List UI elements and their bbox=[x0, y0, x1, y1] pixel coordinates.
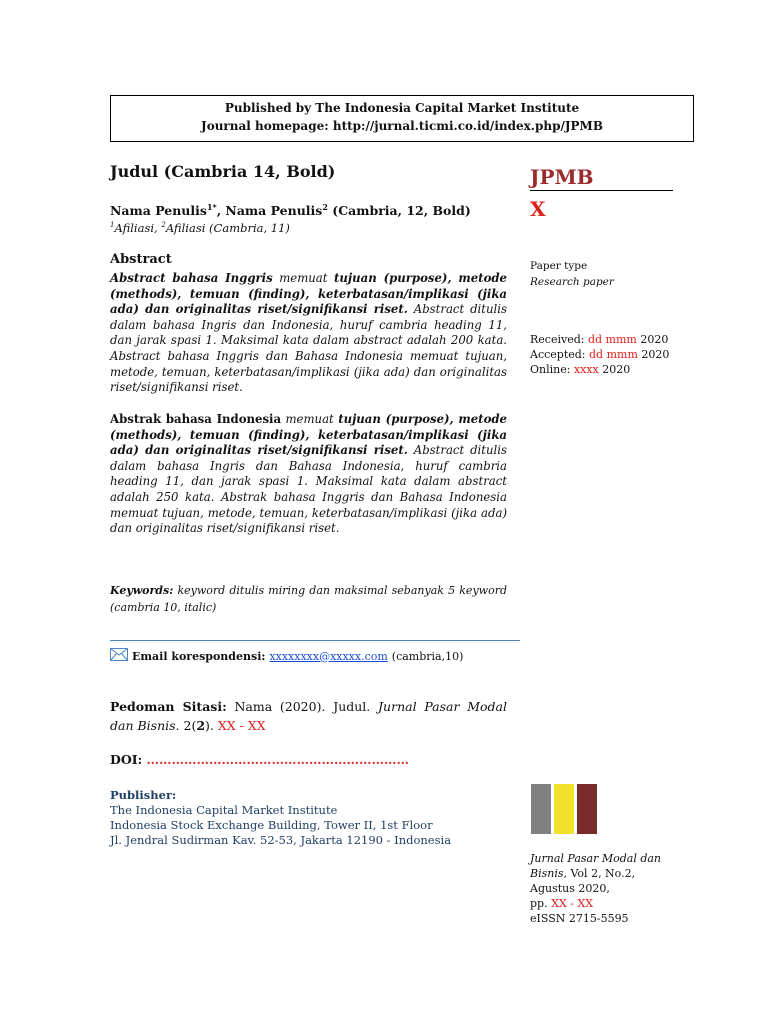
abstract-en-rest: Abstract ditulis dalam bahasa Ingris dan Indonesia, huruf cambria heading 11, dan jarak spasi 1. Maksimal kata dalam abstract adalah 200 kata. Abstract bahasa Inggris dan Bahasa Indonesia memuat tujuan, metode, temuan, keterbatasan/implikasi (jika ada) dan originalitas riset/signifikansi riset. bbox=[110, 302, 507, 395]
citation-pages: XX - XX bbox=[217, 718, 266, 733]
affil-1: Afiliasi, bbox=[114, 221, 162, 235]
abstract-heading: Abstract bbox=[110, 252, 172, 267]
affil-2-sup: 2 bbox=[161, 221, 166, 230]
journal-info bbox=[530, 851, 680, 926]
keywords-label: Keywords: bbox=[110, 584, 174, 597]
author-sep: , bbox=[216, 203, 226, 219]
online-year: 2020 bbox=[598, 363, 631, 376]
envelope-icon bbox=[110, 648, 128, 664]
journal-date: Agustus 2020, bbox=[530, 882, 610, 895]
eissn: eISSN 2715-5595 bbox=[530, 912, 629, 925]
affiliations bbox=[110, 221, 290, 235]
publisher-line-2: Indonesia Stock Exchange Building, Tower II, 1st Floor bbox=[110, 818, 433, 832]
journal-pages-row bbox=[530, 896, 680, 911]
journal-header-box bbox=[110, 95, 694, 142]
received-year: 2020 bbox=[636, 333, 669, 346]
paper-title: Judul (Cambria 14, Bold) bbox=[110, 162, 336, 181]
volume-mark: X bbox=[530, 197, 546, 221]
accepted-label: Accepted: bbox=[530, 348, 589, 361]
citation-journal: Jurnal Pasar Modal dan Bisnis. bbox=[110, 699, 508, 733]
doi-label: DOI: bbox=[110, 752, 143, 767]
paper-type-label: Paper type bbox=[530, 260, 588, 272]
citation-text-3: ). bbox=[205, 718, 218, 733]
journal-vol: , Vol 2, No.2, bbox=[563, 867, 636, 880]
keywords-text: keyword ditulis miring dan maksimal sebanyak 5 keyword (cambria 10, italic) bbox=[110, 584, 507, 614]
affil-1-sup: 1 bbox=[110, 221, 115, 230]
affil-2: Afiliasi (Cambria, 11) bbox=[165, 221, 290, 235]
journal-logo bbox=[531, 784, 597, 834]
online-row bbox=[530, 362, 669, 377]
abstract-en-lead: Abstract bahasa Inggris bbox=[110, 271, 273, 285]
email-label: Email korespondensi: bbox=[132, 649, 266, 663]
logo-bar-maroon bbox=[577, 784, 597, 834]
publisher-block bbox=[110, 788, 451, 848]
doi bbox=[110, 752, 409, 767]
homepage-line: Journal homepage: http://jurnal.ticmi.co.id/index.php/JPMB bbox=[201, 119, 603, 133]
accepted-date: dd mmm bbox=[589, 348, 638, 361]
email-note: (cambria,10) bbox=[391, 649, 464, 663]
abstract-english bbox=[110, 271, 507, 396]
journal-code-underline bbox=[530, 190, 673, 191]
pages-label: pp. bbox=[530, 897, 552, 910]
citation-text-1: Nama (2020). Judul. bbox=[226, 699, 379, 714]
authors bbox=[110, 202, 471, 218]
publisher-heading: Publisher: bbox=[110, 788, 177, 802]
citation-text-2: 2( bbox=[179, 718, 197, 733]
accepted-year: 2020 bbox=[637, 348, 670, 361]
pages-value: XX - XX bbox=[551, 897, 594, 910]
citation-label: Pedoman Sitasi: bbox=[110, 699, 227, 714]
abstract-indonesian bbox=[110, 412, 507, 537]
publisher-line-3: Jl. Jendral Sudirman Kav. 52-53, Jakarta 12190 - Indonesia bbox=[110, 833, 452, 847]
accepted-row bbox=[530, 347, 669, 362]
author-1-sup: 1* bbox=[206, 202, 217, 212]
author-2: Nama Penulis bbox=[225, 203, 323, 219]
logo-bar-gray bbox=[531, 784, 551, 834]
email-link[interactable]: xxxxxxxx@xxxxx.com bbox=[269, 649, 388, 663]
publisher-line-1: The Indonesia Capital Market Institute bbox=[110, 803, 338, 817]
publication-dates bbox=[530, 332, 669, 377]
abstract-id-bold: tujuan (purpose), metode (methods), temuan (finding), keterbatasan/implikasi (jika ada) dan originalitas riset/signifikansi riset. bbox=[110, 412, 507, 458]
abstract-id-lead: Abstrak bahasa Indonesia bbox=[110, 412, 282, 426]
abstract-en-mid: memuat bbox=[272, 271, 334, 285]
citation-issue: 2 bbox=[196, 718, 206, 733]
received-row bbox=[530, 332, 669, 347]
online-date: xxxx bbox=[573, 363, 599, 376]
online-label: Online: bbox=[530, 363, 574, 376]
abstract-id-rest: Abstract ditulis dalam bahasa Ingris dan Bahasa Indonesia, huruf cambria heading 11, dan jarak spasi 1. Maksimal kata dalam abstract adalah 250 kata. Abstrak bahasa Inggris dan Bahasa Indonesia memuat tujuan, metode, temuan, keterbatasan/implikasi (jika ada) dan originalitas riset/signifikansi riset. bbox=[110, 443, 507, 536]
author-2-sup: 2 bbox=[322, 202, 328, 212]
journal-code: JPMB bbox=[530, 165, 594, 189]
author-note: (Cambria, 12, Bold) bbox=[327, 203, 471, 219]
paper-type bbox=[530, 258, 614, 290]
received-label: Received: bbox=[530, 333, 588, 346]
citation-guide bbox=[110, 697, 507, 735]
publisher-line: Published by The Indonesia Capital Market Institute bbox=[224, 101, 580, 115]
author-1: Nama Penulis bbox=[110, 203, 207, 219]
journal-name: Jurnal Pasar Modal dan Bisnis bbox=[530, 852, 662, 880]
paper-type-value: Research paper bbox=[530, 276, 614, 288]
received-date: dd mmm bbox=[587, 333, 637, 346]
email-correspondence bbox=[110, 648, 463, 664]
journal-name-row bbox=[530, 851, 680, 881]
keywords bbox=[110, 582, 507, 616]
doi-value: ……………………………………………………… bbox=[142, 752, 410, 767]
abstract-id-mid: memuat bbox=[281, 412, 339, 426]
logo-bar-yellow bbox=[554, 784, 574, 834]
divider bbox=[110, 640, 520, 641]
abstract-en-bold: tujuan (purpose), metode (methods), temuan (finding), keterbatasan/implikasi (jika ada) dan originalitas riset/signifikansi riset. bbox=[110, 271, 507, 317]
